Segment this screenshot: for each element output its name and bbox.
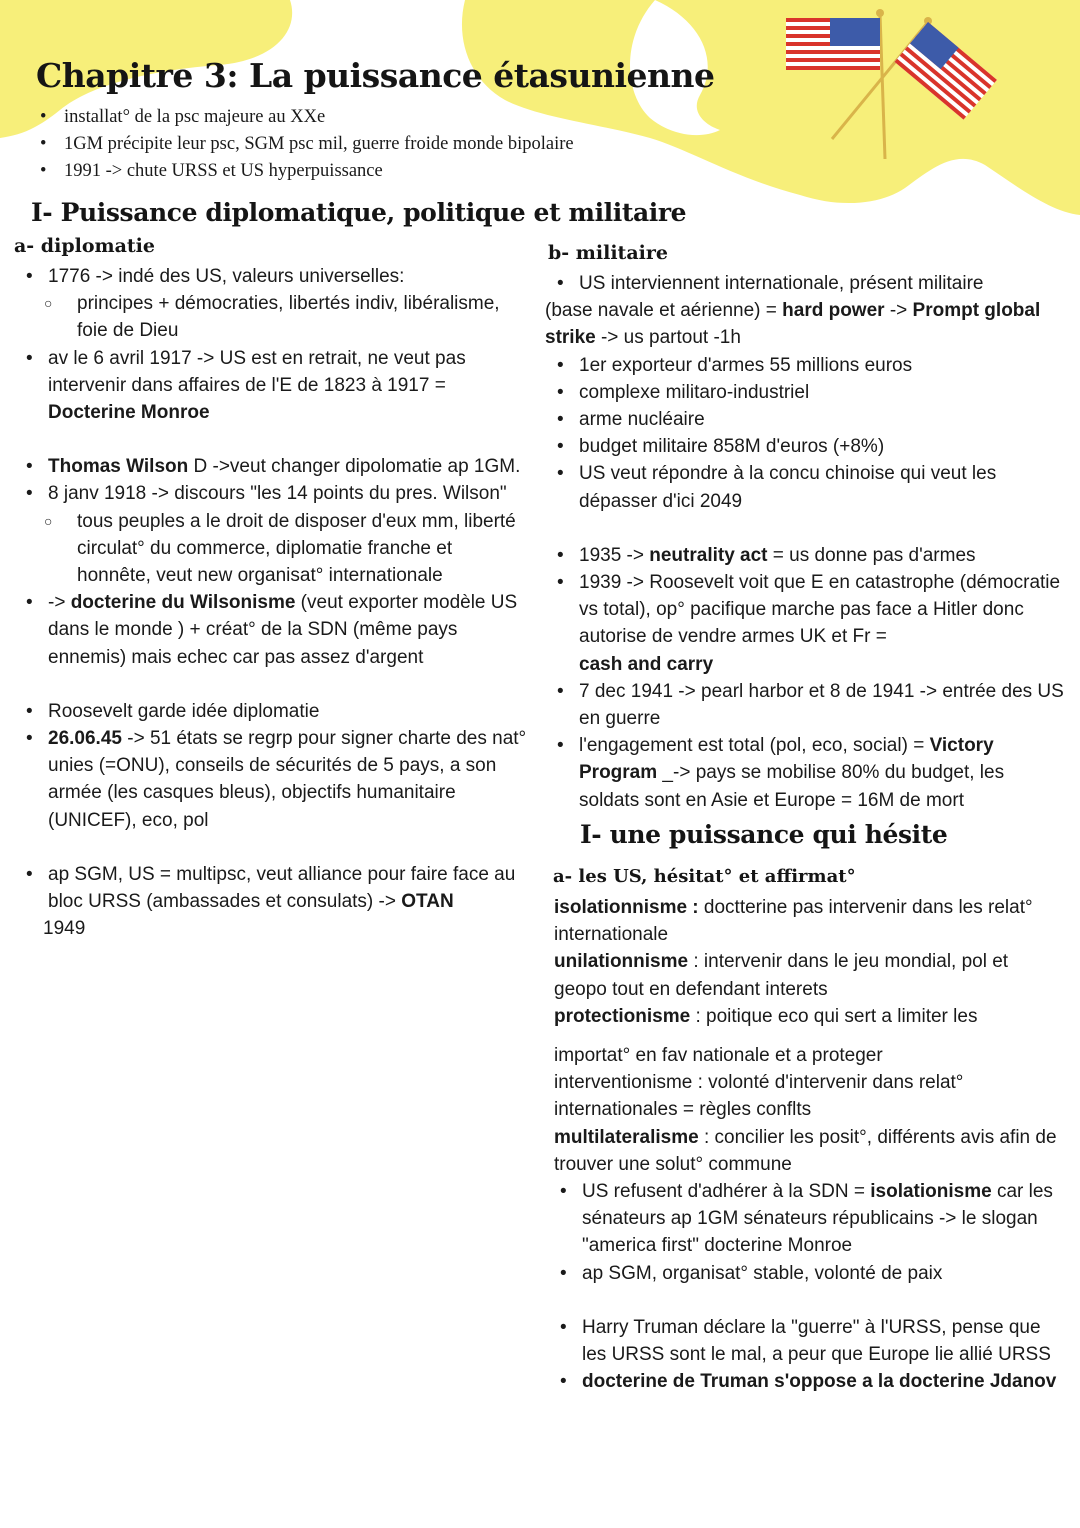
hesitation-column	[554, 894, 1064, 1395]
part1-title: I- Puissance diplomatique, politique et militaire	[31, 198, 687, 227]
list-item: • 7 dec 1941 -> pearl harbor et 8 de 1941 -> entrée des US en guerre	[557, 678, 1065, 732]
bold-term: docterine du Wilsonisme	[70, 592, 296, 614]
list-item: • 1er exporteur d'armes 55 millions euros	[557, 352, 1065, 379]
definition: isolationnisme : doctterine pas intervenir dans les relat° internationale	[554, 897, 1033, 946]
bold-term: Prompt global strike	[545, 300, 1041, 349]
bold-term: Victory Program	[579, 735, 994, 784]
list-item: • 1935 -> neutrality act = us donne pas d'armes	[557, 542, 1065, 569]
list-item: • arme nucléaire	[557, 406, 1065, 433]
list-item: • l'engagement est total (pol, eco, social) = Victory Program _-> pays se mobilise 80% du budget, les soldats sont en Asie et Europe = 16M de mort	[557, 732, 1065, 814]
list-item: • US refusent d'adhérer à la SDN = isolationisme car les sénateurs ap 1GM sénateurs républicains -> le slogan "america first" docterine Monroe	[560, 1178, 1064, 1260]
bold-term: neutrality act	[649, 544, 768, 566]
list-item: • ap SGM, US = multipsc, veut alliance pour faire face au bloc URSS (ambassades et consulats) -> OTAN 1949	[26, 861, 531, 943]
definition: multilateralisme : concilier les posit°, différents avis afin de trouver une solut° commune	[554, 1126, 1057, 1175]
definition: importat° en fav nationale et a proteger interventionisme : volonté d'intervenir dans relat° internationales = règles conflts	[554, 1045, 964, 1121]
list-item: • 1939 -> Roosevelt voit que E en catastrophe (démocratie vs total), op° pacifique marche pas face a Hitler donc autorise de vendre armes UK et Fr = cash and carry	[557, 569, 1065, 678]
list-item: • ap SGM, organisat° stable, volonté de paix	[560, 1260, 1064, 1287]
us-flags-icon	[780, 4, 1010, 164]
bold-term: cash and carry	[579, 653, 714, 675]
list-item: • budget militaire 858M d'euros (+8%)	[557, 433, 1065, 460]
list-item: • US veut répondre à la concu chinoise qui veut les dépasser d'ici 2049	[557, 460, 1065, 514]
bold-term: Docterine Monroe	[48, 402, 210, 424]
hesitation-heading: a- les US, hésitat° et affirmat°	[553, 866, 856, 887]
list-item: • US interviennent internationale, présent militaire	[557, 270, 1065, 297]
list-item: • Harry Truman déclare la "guerre" à l'URSS, pense que les URSS sont le mal, a peur que Europe lie allié URSS	[560, 1314, 1064, 1368]
bold-term: docterine de Truman s'oppose a la docterine Jdanov	[582, 1371, 1057, 1393]
list-item: • 26.06.45 -> 51 états se regrp pour signer charte des nat° unies (=ONU), conseils de sécurités de 5 pays, a son armée (les casques bleus), objectifs humanitaire (UNICEF), eco, pol	[26, 725, 531, 834]
list-item: • -> docterine du Wilsonisme (veut exporter modèle US dans le monde ) + créat° de la SDN (même pays ennemis) mais echec car pas assez d'argent	[26, 589, 531, 671]
list-item: • Roosevelt garde idée diplomatie	[26, 698, 531, 725]
definition: protectionisme : poitique eco qui sert a limiter les	[554, 1005, 978, 1027]
intro-item: • installat° de la psc majeure au XXe	[34, 104, 674, 131]
list-item: • 8 janv 1918 -> discours "les 14 points du pres. Wilson"	[26, 480, 531, 507]
chapter-title: Chapitre 3: La puissance étasunienne	[36, 56, 715, 95]
definition: unilationnisme : intervenir dans le jeu mondial, pol et geopo tout en defendant interets	[554, 951, 1009, 1000]
list-item	[560, 1368, 1064, 1395]
list-item: • 1776 -> indé des US, valeurs universelles:	[26, 263, 531, 290]
diplomatie-heading: a- diplomatie	[14, 235, 155, 257]
militaire-heading: b- militaire	[548, 242, 668, 264]
part2-title: I- une puissance qui hésite	[580, 820, 948, 849]
list-item: • av le 6 avril 1917 -> US est en retrait, ne veut pas intervenir dans affaires de l'E de 1823 à 1917 = Docterine Monroe	[26, 345, 531, 427]
list-item: • Thomas Wilson D ->veut changer dipolomatie ap 1GM.	[26, 453, 531, 480]
bold-term: isolationisme	[870, 1181, 992, 1203]
sub-list-item: ○ tous peuples a le droit de disposer d'eux mm, liberté circulat° du commerce, diplomatie franche et honnête, veut new organisat° internationale	[44, 508, 531, 590]
list-item: • complexe militaro-industriel	[557, 379, 1065, 406]
bold-term: 26.06.45	[48, 728, 122, 750]
paragraph: (base navale et aérienne) = hard power -> Prompt global strike -> us partout -1h	[545, 300, 1041, 349]
bold-term: Thomas Wilson	[48, 456, 189, 478]
sub-list-item: ○ principes + démocraties, libertés indiv, libéralisme, foie de Dieu	[44, 290, 531, 344]
militaire-column	[545, 270, 1065, 814]
intro-list	[34, 104, 674, 185]
diplomatie-column	[26, 263, 531, 942]
bold-term: hard power	[782, 300, 885, 322]
intro-item: • 1991 -> chute URSS et US hyperpuissance	[34, 158, 674, 185]
bold-term: OTAN	[401, 891, 454, 913]
intro-item: • 1GM précipite leur psc, SGM psc mil, guerre froide monde bipolaire	[34, 131, 674, 158]
